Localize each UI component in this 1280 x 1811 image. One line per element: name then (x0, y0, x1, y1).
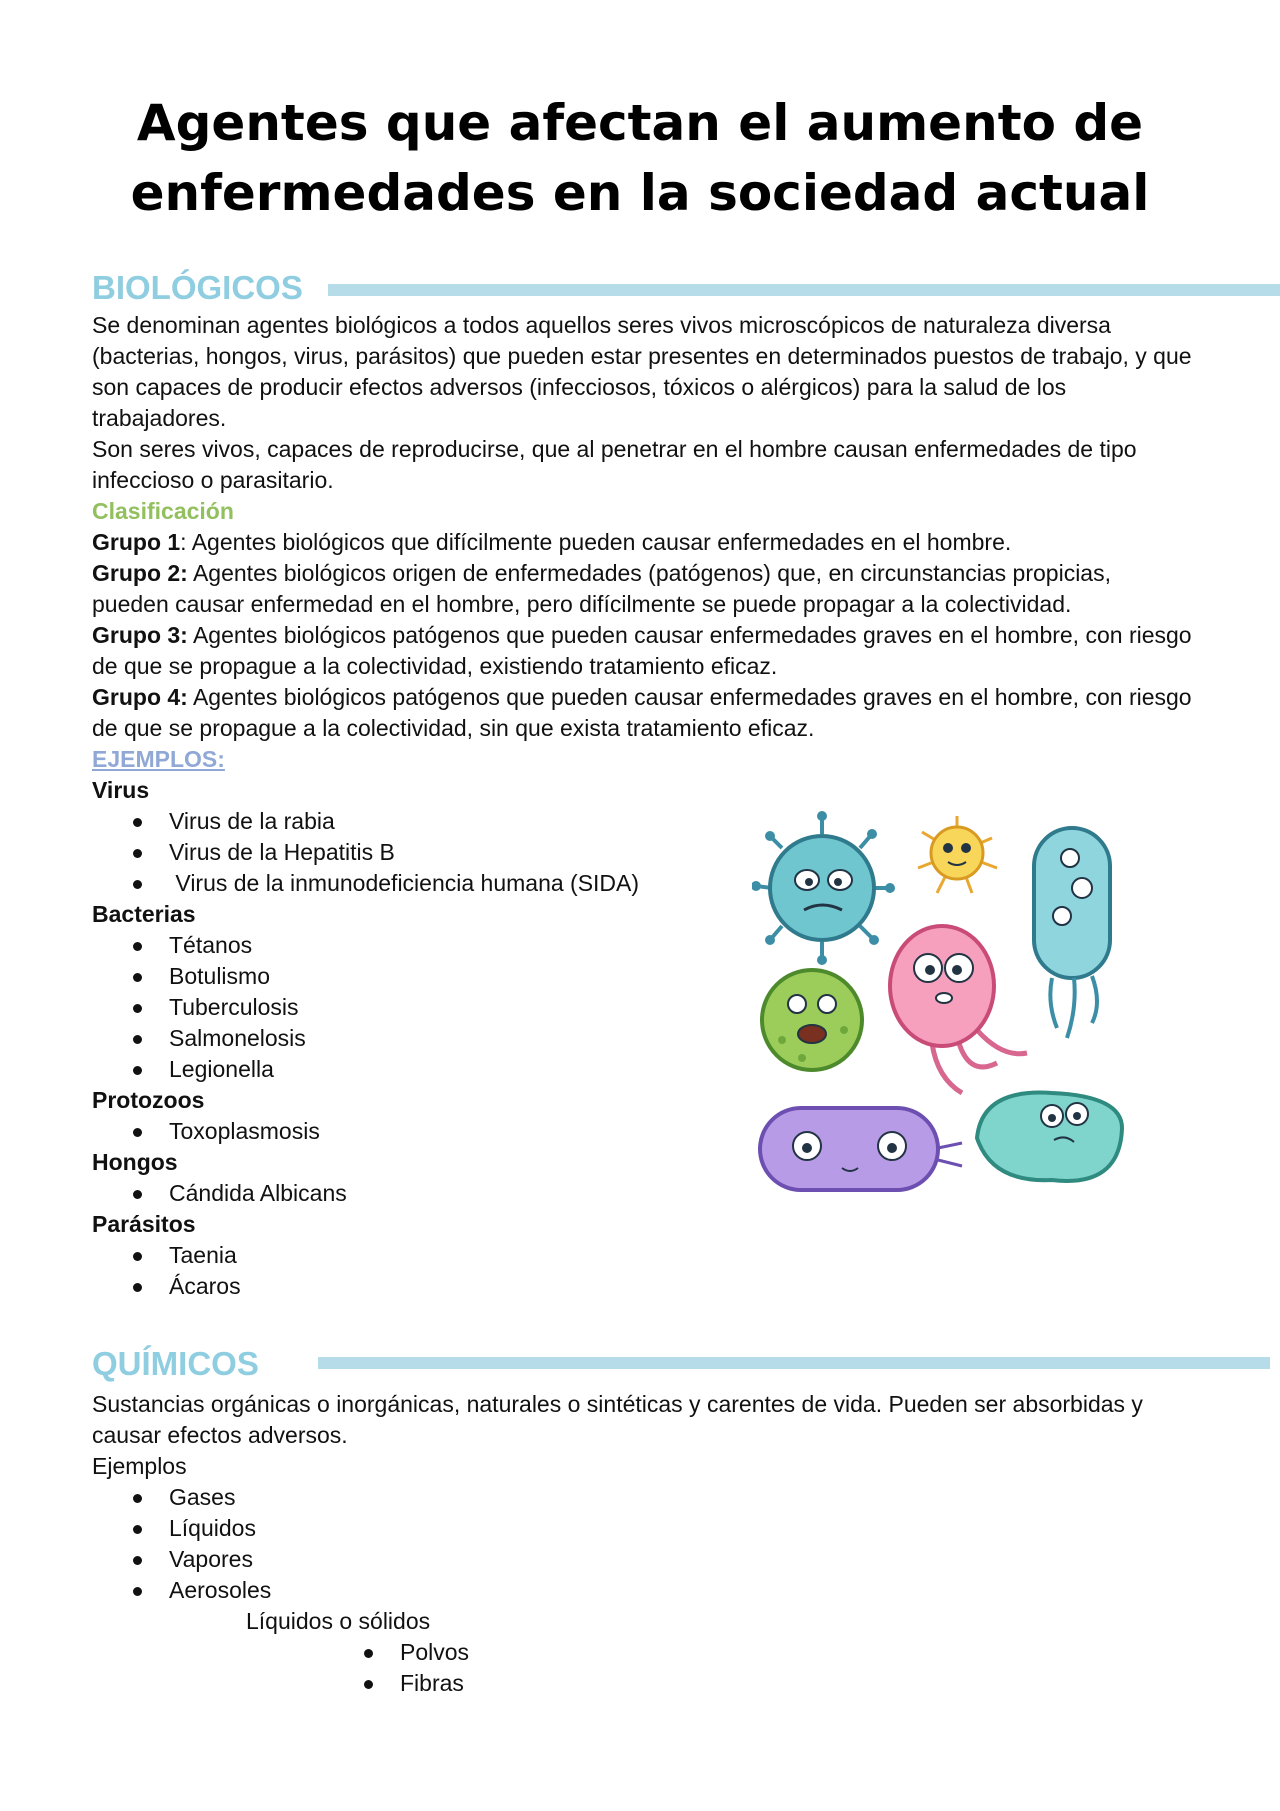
category-parasitos (92, 1209, 1192, 1240)
title-line-1: Agentes que afectan el aumento de (136, 94, 1144, 152)
title-line-2: enfermedades en la sociedad actual (130, 164, 1150, 222)
group-4 (92, 682, 1192, 744)
category-virus-label: Virus (92, 777, 150, 803)
list-item: Virus de la rabia (92, 806, 1192, 837)
group-1-sep: : (180, 529, 192, 555)
list-item: Botulismo (92, 961, 1192, 992)
list-item: Virus de la Hepatitis B (92, 837, 1192, 868)
group-3-label: Grupo 3: (92, 622, 188, 648)
biologicos-title: BIOLÓGICOS (92, 269, 303, 306)
parasitos-list (92, 1240, 1192, 1302)
list-item: Legionella (92, 1054, 1192, 1085)
biologicos-heading (92, 266, 303, 310)
group-1-text: Agentes biológicos que difícilmente pueden causar enfermedades en el hombre. (191, 529, 1012, 555)
quimicos-sub-list (92, 1637, 1192, 1699)
list-item: Toxoplasmosis (92, 1116, 1192, 1147)
quimicos-divider (318, 1357, 1270, 1369)
list-item: Vapores (92, 1544, 1192, 1575)
list-item: Aerosoles (92, 1575, 1192, 1606)
category-hongos-label: Hongos (92, 1149, 178, 1175)
group-1-label: Grupo 1 (92, 529, 181, 555)
ejemplos-link: EJEMPLOS: (92, 746, 225, 772)
category-protozoos-label: Protozoos (92, 1087, 205, 1113)
list-item: Virus de la inmunodeficiencia humana (SIDA) (92, 868, 1192, 899)
teal-bacteria-icon (1034, 828, 1110, 1038)
document-title (60, 88, 1220, 228)
list-item: Cándida Albicans (92, 1178, 1192, 1209)
ejemplos-heading (92, 744, 1192, 775)
quimicos-list (92, 1482, 1192, 1606)
quimicos-heading (92, 1342, 259, 1386)
group-4-text: Agentes biológicos patógenos que pueden causar enfermedades graves en el hombre, con riesgo de que se propague a la colectividad, sin que exista tratamiento eficaz. (92, 684, 1192, 741)
quimicos-sub-label: Líquidos o sólidos (246, 1608, 431, 1634)
group-2 (92, 558, 1192, 620)
green-virus-icon (762, 970, 862, 1070)
list-item: Salmonelosis (92, 1023, 1192, 1054)
pink-microbe-icon (890, 926, 1027, 1093)
biologicos-divider (328, 284, 1280, 296)
biologicos-intro-2: Son seres vivos, capaces de reproducirse, que al penetrar en el hombre causan enfermedades de tipo infeccioso o parasitario. (92, 436, 1137, 493)
category-bacterias-label: Bacterias (92, 901, 196, 927)
blue-virus-icon (752, 811, 895, 965)
purple-bacteria-icon (760, 1108, 962, 1190)
quimicos-body (92, 1389, 1192, 1699)
group-3 (92, 620, 1192, 682)
microbes-illustration (752, 808, 1142, 1198)
aqua-bacteria-icon (977, 1093, 1122, 1181)
list-item: Líquidos (92, 1513, 1192, 1544)
list-item: Polvos (92, 1637, 1192, 1668)
group-2-label: Grupo 2: (92, 560, 188, 586)
group-4-label: Grupo 4: (92, 684, 188, 710)
list-item: Gases (92, 1482, 1192, 1513)
list-item: Fibras (92, 1668, 1192, 1699)
list-item: Tétanos (92, 930, 1192, 961)
biologicos-intro-1: Se denominan agentes biológicos a todos aquellos seres vivos microscópicos de naturaleza diversa (bacterias, hongos, virus, parásitos) que pueden estar presentes en determinados puestos de trabajo, y que son capaces de producir efectos adversos (infecciosos, tóxicos o alérgicos) para la salud de los trabajadores. (92, 312, 1192, 431)
list-item: Ácaros (92, 1271, 1192, 1302)
clasificacion-heading: Clasificación (92, 498, 234, 524)
yellow-virus-icon (918, 816, 997, 893)
category-virus (92, 775, 1192, 806)
category-parasitos-label: Parásitos (92, 1211, 196, 1237)
group-1 (92, 527, 1192, 558)
list-item: Taenia (92, 1240, 1192, 1271)
list-item: Tuberculosis (92, 992, 1192, 1023)
quimicos-ejemplos-label: Ejemplos (92, 1453, 187, 1479)
quimicos-title: QUÍMICOS (92, 1345, 259, 1382)
group-3-text: Agentes biológicos patógenos que pueden causar enfermedades graves en el hombre, con riesgo de que se propague a la colectividad, existiendo tratamiento eficaz. (92, 622, 1192, 679)
quimicos-intro: Sustancias orgánicas o inorgánicas, naturales o sintéticas y carentes de vida. Pueden ser absorbidas y causar efectos adversos. (92, 1391, 1143, 1448)
group-2-text: Agentes biológicos origen de enfermedades (patógenos) que, en circunstancias propicias, pueden causar enfermedad en el hombre, pero difícilmente se puede propagar a la colectividad. (92, 560, 1111, 617)
